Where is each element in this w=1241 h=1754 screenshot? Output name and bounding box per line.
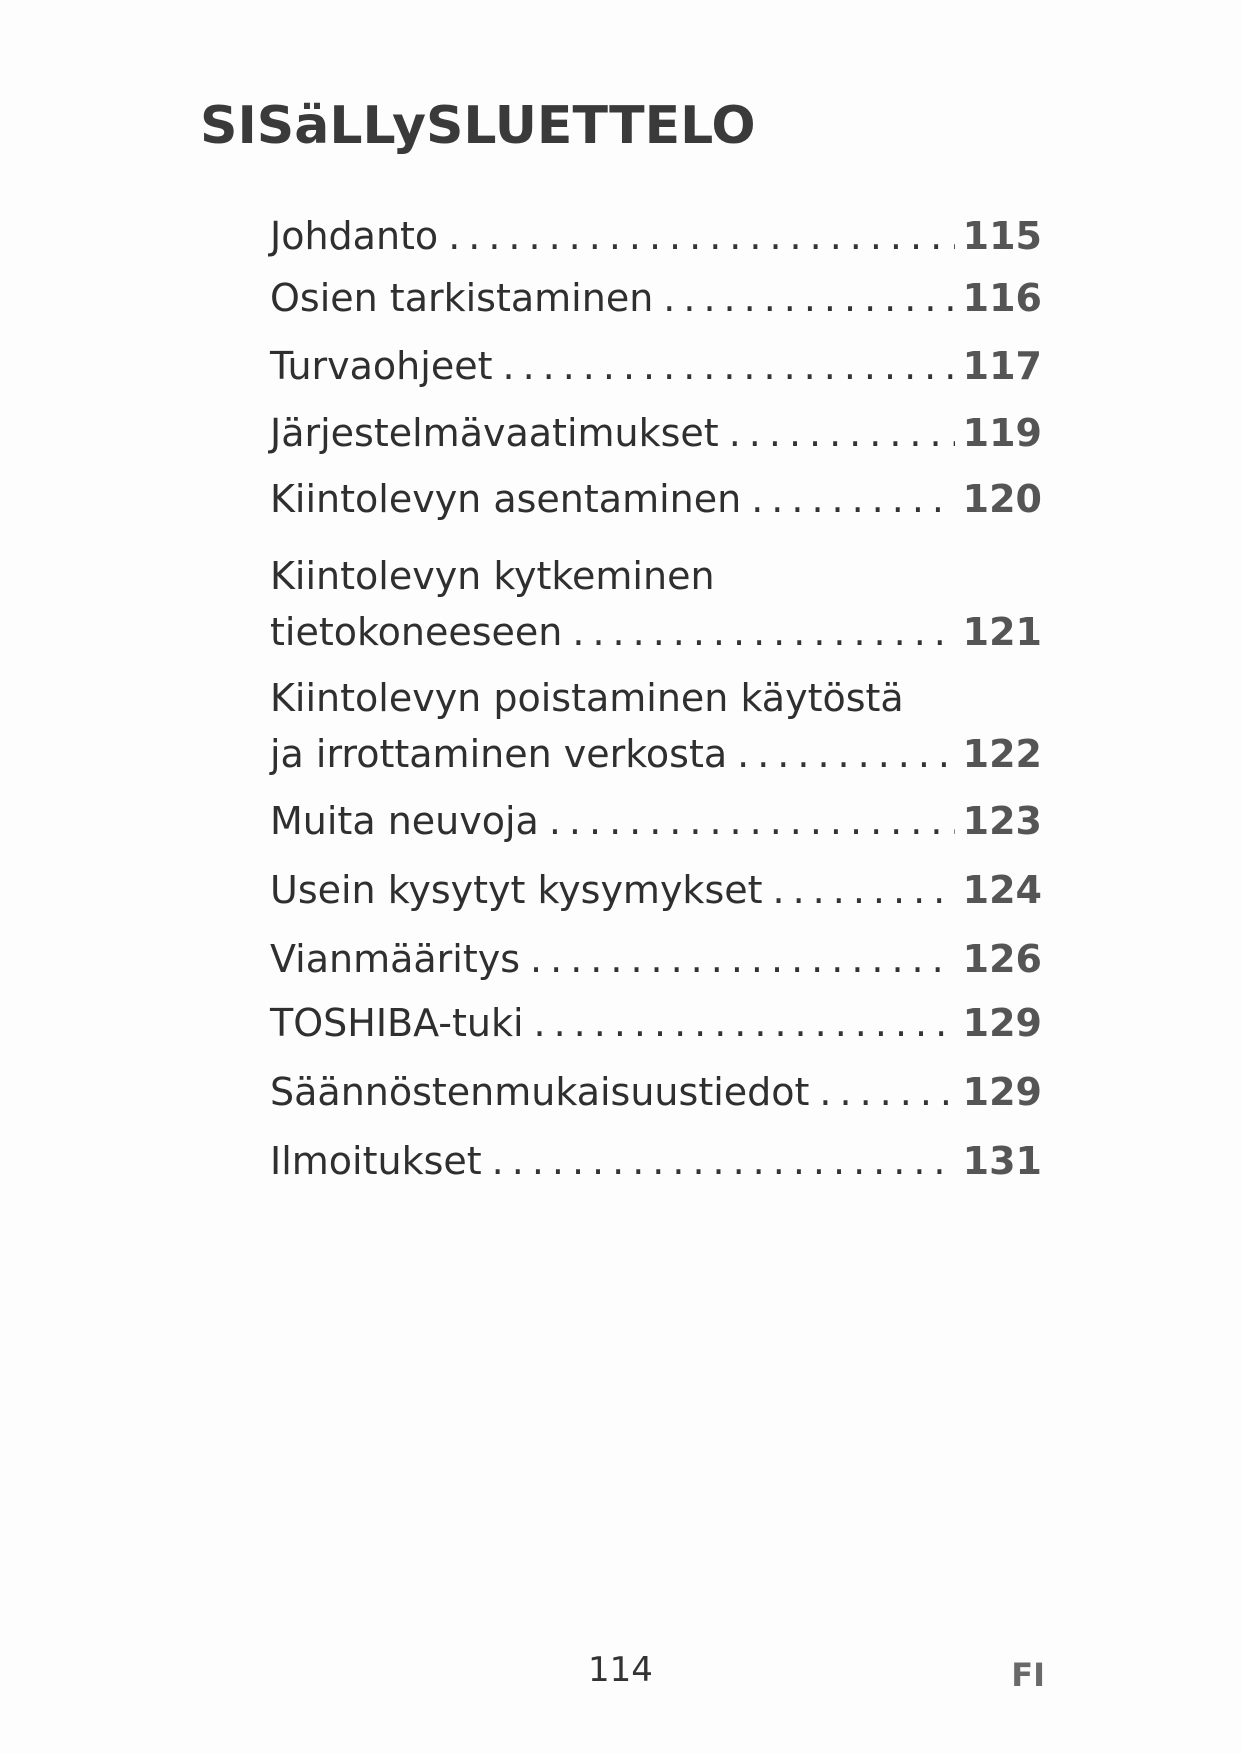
toc-entry[interactable] — [270, 548, 1042, 660]
dot-leader — [572, 604, 954, 660]
toc-entry-title: Vianmääritys — [270, 937, 521, 981]
toc-entry-title: Turvaohjeet — [270, 344, 493, 388]
toc-entry-page: 117 — [962, 344, 1042, 388]
toc-line — [270, 862, 1042, 918]
toc-entry-page: 120 — [962, 477, 1042, 521]
toc-line — [270, 270, 1042, 326]
toc-line — [270, 995, 1042, 1051]
toc-entry[interactable] — [270, 471, 1042, 527]
dot-leader — [729, 405, 955, 461]
toc-entry[interactable] — [270, 1064, 1042, 1120]
toc-entry-title-first-line: Kiintolevyn poistaminen käytöstä — [270, 676, 904, 720]
toc-entry-page: 115 — [962, 214, 1042, 258]
toc-entry-title: TOSHIBA-tuki — [270, 1001, 524, 1045]
toc-line — [270, 931, 1042, 987]
toc-entry-page: 119 — [962, 411, 1042, 455]
toc-entry-page: 129 — [962, 1001, 1042, 1045]
toc-entry[interactable] — [270, 208, 1042, 264]
dot-leader — [492, 1133, 955, 1189]
toc-line — [270, 793, 1042, 849]
toc-entry[interactable] — [270, 338, 1042, 394]
toc-line — [270, 1064, 1042, 1120]
toc-entry-page: 122 — [962, 732, 1042, 776]
toc-entry-page: 126 — [962, 937, 1042, 981]
dot-leader — [549, 793, 955, 849]
toc-entry-page: 131 — [962, 1139, 1042, 1183]
toc-entry-page: 124 — [962, 868, 1042, 912]
toc-entry-title: Johdanto — [270, 214, 439, 258]
toc-line-first — [270, 548, 1042, 604]
toc-entry-title: Järjestelmävaatimukset — [270, 411, 719, 455]
toc-entry-title: ja irrottaminen verkosta — [270, 732, 728, 776]
toc-line — [270, 1133, 1042, 1189]
toc-entry[interactable] — [270, 995, 1042, 1051]
page-number: 114 — [588, 1650, 653, 1690]
toc-line — [270, 471, 1042, 527]
toc-entry-page: 121 — [962, 610, 1042, 654]
dot-leader — [819, 1064, 954, 1120]
toc-entry-page: 123 — [962, 799, 1042, 843]
dot-leader — [751, 471, 954, 527]
language-tag: FI — [1011, 1656, 1045, 1694]
toc-line — [270, 604, 1042, 660]
dot-leader — [530, 931, 955, 987]
toc-entry-title: Kiintolevyn asentaminen — [270, 477, 742, 521]
dot-leader — [737, 726, 955, 782]
dot-leader — [502, 338, 954, 394]
toc-entry[interactable] — [270, 270, 1042, 326]
toc-entry[interactable] — [270, 670, 1042, 782]
toc-line — [270, 405, 1042, 461]
toc-entry-page: 116 — [962, 276, 1042, 320]
toc-entry-title: Osien tarkistaminen — [270, 276, 654, 320]
page-title: SISäLLySLUETTELO — [200, 96, 756, 156]
toc-entry[interactable] — [270, 793, 1042, 849]
toc-entry-page: 129 — [962, 1070, 1042, 1114]
toc-entry-title: Säännöstenmukaisuustiedot — [270, 1070, 810, 1114]
toc-entry-title: Usein kysytyt kysymykset — [270, 868, 763, 912]
toc-entry[interactable] — [270, 1133, 1042, 1189]
toc-entry-title: Muita neuvoja — [270, 799, 539, 843]
dot-leader — [448, 208, 954, 264]
toc-line — [270, 338, 1042, 394]
toc-entry[interactable] — [270, 862, 1042, 918]
toc-entry-title-first-line: Kiintolevyn kytkeminen — [270, 554, 715, 598]
toc-entry[interactable] — [270, 405, 1042, 461]
toc-line-first — [270, 670, 1042, 726]
toc-entry-title: tietokoneeseen — [270, 610, 563, 654]
toc-entry-title: Ilmoitukset — [270, 1139, 482, 1183]
toc-entry[interactable] — [270, 931, 1042, 987]
toc-line — [270, 208, 1042, 264]
dot-leader — [663, 270, 954, 326]
dot-leader — [773, 862, 955, 918]
dot-leader — [534, 995, 955, 1051]
toc-line — [270, 726, 1042, 782]
